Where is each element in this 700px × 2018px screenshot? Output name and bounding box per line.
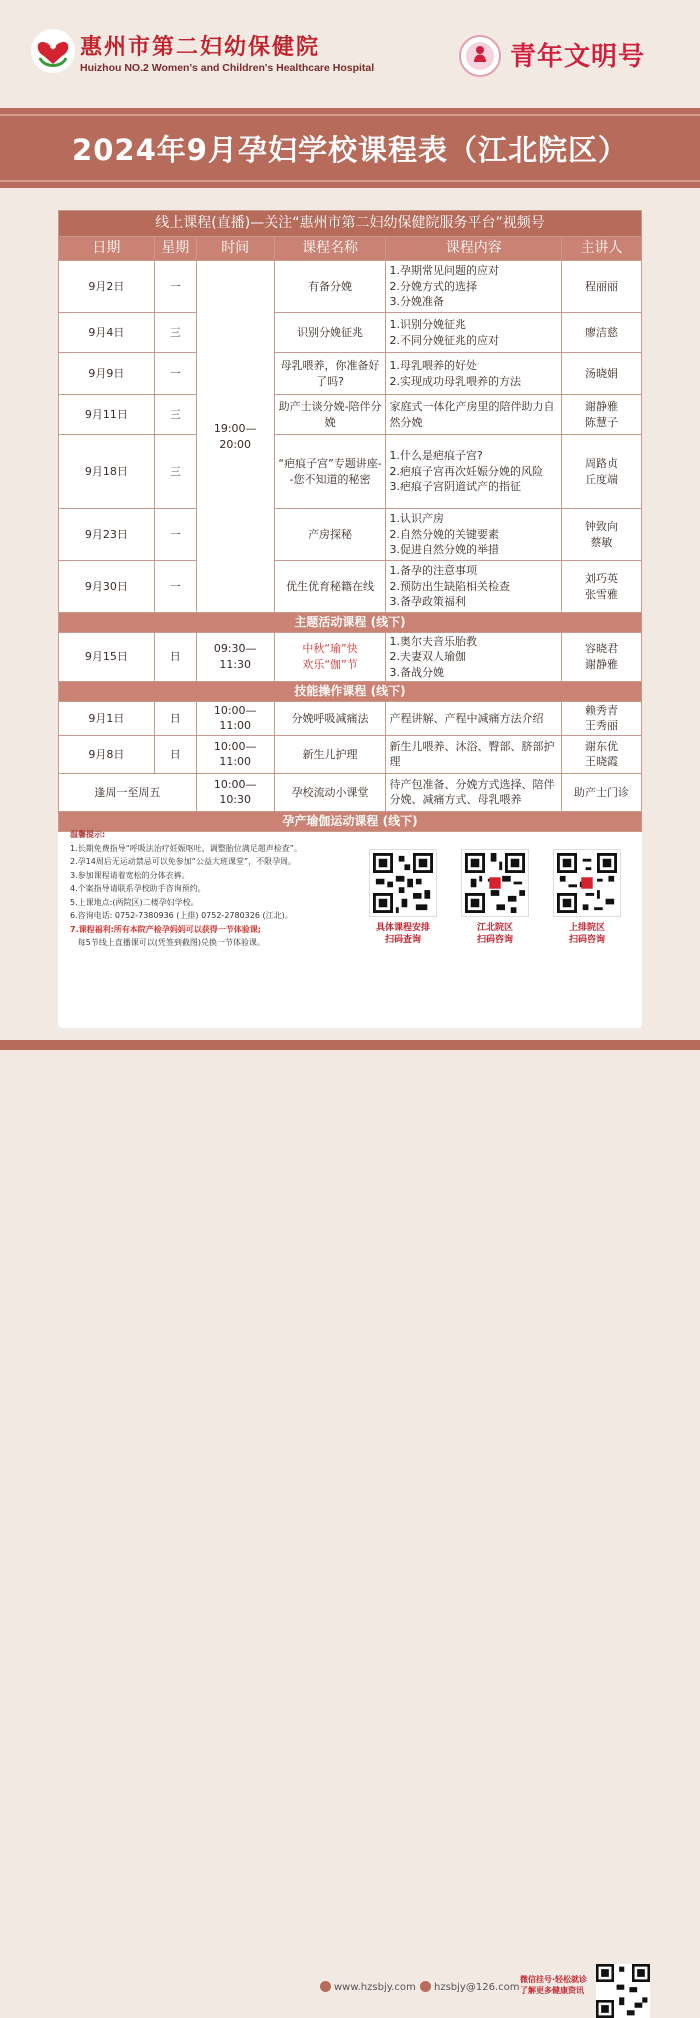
header [0, 0, 700, 95]
cell-date: 9月8日 [59, 735, 155, 773]
globe-icon [320, 1981, 331, 1992]
wechat-note [520, 1974, 587, 1996]
youth-badge-icon [458, 34, 502, 78]
email-link[interactable] [420, 1981, 519, 1993]
table-row [59, 353, 642, 395]
note-item: 5.上课地点:(两院区)二楼孕妇学校。 [70, 897, 199, 907]
note-item: 每5节线上直播课可以(凭签到截图)兑换一节体验课。 [70, 938, 265, 947]
cell-online-time: 19:00—20:00 [196, 261, 274, 613]
cell-name: 孕校流动小课堂 [274, 773, 386, 811]
cell-name: 识别分娩征兆 [274, 313, 386, 353]
cell-content: 家庭式一体化产房里的陪伴助力自然分娩 [386, 395, 562, 435]
cell-name: 母乳喂养，你准备好了吗? [274, 353, 386, 395]
hospital-logo-icon [30, 28, 76, 74]
wechat-line1: 微信挂号·轻松就诊 [520, 1975, 588, 1984]
mail-icon [420, 1981, 431, 1992]
table-row [59, 561, 642, 613]
cell-date: 9月11日 [59, 395, 155, 435]
cell-date: 9月1日 [59, 701, 155, 735]
qr-code-icon[interactable] [554, 850, 620, 916]
cell-weekday: 一 [154, 561, 196, 613]
cell-name: 助产士谈分娩-陪伴分娩 [274, 395, 386, 435]
note-item: 3.参加课程请着宽松的分体衣裤。 [70, 870, 190, 880]
cell-time: 10:00—11:00 [196, 735, 274, 773]
col-weekday: 星期 [154, 237, 196, 261]
cell-content: 新生儿喂养、沐浴、臀部、脐部护理 [386, 735, 562, 773]
cell-content: 产程讲解、产程中减痛方法介绍 [386, 701, 562, 735]
cell-speaker: 汤晓娟 [562, 353, 642, 395]
cell-content: 1.什么是疤痕子宫? 2.疤痕子宫再次妊娠分娩的风险 3.疤痕子宫阴道试产的指征 [386, 435, 562, 509]
cell-speaker: 容晓君 谢静雅 [562, 632, 642, 681]
page-title: 2024年9月孕妇学校课程表（江北院区） [72, 133, 628, 167]
cell-speaker: 刘巧英 张雪雅 [562, 561, 642, 613]
cell-content: 1.备孕的注意事项 2.预防出生缺陷相关检查 3.备孕政策福利 [386, 561, 562, 613]
cell-time: 10:00—10:30 [196, 773, 274, 811]
table-row [59, 261, 642, 313]
cell-time: 09:30—11:30 [196, 632, 274, 681]
notes [70, 828, 400, 950]
qr-label-line2: 扫码咨询 [476, 935, 513, 945]
cell-weekday: 一 [154, 353, 196, 395]
col-date: 日期 [59, 237, 155, 261]
partner-name: 青年文明号 [510, 42, 646, 72]
cell-name: 新生儿护理 [274, 735, 386, 773]
qr-label-line2: 扫码咨询 [568, 935, 605, 945]
qr-label [358, 922, 448, 946]
cell-speaker: 程丽丽 [562, 261, 642, 313]
qr-label-line1: 江北院区 [476, 923, 513, 933]
table-row [59, 509, 642, 561]
cell-weekday: 三 [154, 435, 196, 509]
cell-content: 1.母乳喂养的好处 2.实现成功母乳喂养的方法 [386, 353, 562, 395]
cell-date: 9月15日 [59, 632, 155, 681]
cell-weekday: 日 [154, 632, 196, 681]
skill-section-title: 技能操作课程 (线下) [59, 681, 642, 701]
cell-name: 优生优育秘籍在线 [274, 561, 386, 613]
cell-date: 9月9日 [59, 353, 155, 395]
cell-weekday: 三 [154, 395, 196, 435]
cell-date: 9月2日 [59, 261, 155, 313]
note-item: 7.课程福利:所有本院产检孕妈妈可以获得一节体验课; [70, 924, 262, 934]
cell-date: 9月4日 [59, 313, 155, 353]
yoga-section-title: 孕产瑜伽运动课程 (线下) [59, 811, 642, 831]
wechat-line2: 了解更多健康资讯 [520, 1986, 584, 1995]
table-row [59, 735, 642, 773]
table-row [59, 701, 642, 735]
website-link[interactable] [320, 1981, 416, 1993]
cell-weekday: 日 [154, 735, 196, 773]
qr-label-line2: 扫码查询 [384, 935, 421, 945]
cell-name: 有备分娩 [274, 261, 386, 313]
note-item: 4.个案指导请联系孕校助手咨询预约。 [70, 884, 206, 893]
note-item: 6.咨询电话: 0752-7380936 (上排) 0752-2780326 (江北)。 [70, 911, 293, 920]
qr-label [450, 922, 540, 946]
wechat-qr-icon[interactable] [596, 1964, 650, 2018]
qr-code-icon[interactable] [462, 850, 528, 916]
footer-bar [0, 1040, 700, 1050]
website-text: www.hzsbjy.com [334, 1982, 416, 1993]
qr-label-line1: 具体课程安排 [375, 923, 430, 933]
cell-date: 9月30日 [59, 561, 155, 613]
qr-label-line1: 上排院区 [568, 923, 605, 933]
column-headers [59, 237, 642, 261]
cell-date: 逢周一至周五 [59, 773, 197, 811]
cell-speaker: 廖洁慈 [562, 313, 642, 353]
qr-label [542, 922, 632, 946]
schedule-table [58, 210, 642, 832]
table-row [59, 773, 642, 811]
cell-name: “疤痕子宫”专题讲座--您不知道的秘密 [274, 435, 386, 509]
table-row [59, 313, 642, 353]
col-name: 课程名称 [274, 237, 386, 261]
cell-speaker: 周路贞 丘度端 [562, 435, 642, 509]
cell-weekday: 三 [154, 313, 196, 353]
cell-name: 产房探秘 [274, 509, 386, 561]
online-banner: 线上课程(直播)—关注“惠州市第二妇幼保健院服务平台”视频号 [59, 211, 642, 237]
email-text: hzsbjy@126.com [434, 1982, 520, 1993]
cell-speaker: 谢东优 王晓霞 [562, 735, 642, 773]
cell-speaker: 助产士门诊 [562, 773, 642, 811]
col-content: 课程内容 [386, 237, 562, 261]
qr-code-icon[interactable] [370, 850, 436, 916]
cell-content: 1.孕期常见问题的应对 2.分娩方式的选择 3.分娩准备 [386, 261, 562, 313]
note-item: 2.孕14周后无运动禁忌可以免参加“公益大班课堂”，不限孕周。 [70, 857, 297, 866]
cell-speaker: 谢静雅 陈慧子 [562, 395, 642, 435]
cell-speaker: 赖秀青 王秀丽 [562, 701, 642, 735]
hospital-name: 惠州市第二妇幼保健院 [80, 34, 321, 60]
cell-date: 9月23日 [59, 509, 155, 561]
table-row [59, 632, 642, 681]
cell-name: 中秋“瑜”快 欢乐“伽”节 [274, 632, 386, 681]
notes-heading: 温馨提示: [70, 830, 106, 839]
hospital-name-en: Huizhou NO.2 Women's and Children's Healthcare Hospital [80, 62, 375, 74]
cell-time: 10:00—11:00 [196, 701, 274, 735]
cell-content: 待产包准备、分娩方式选择、陪伴分娩、减痛方式、母乳喂养 [386, 773, 562, 811]
cell-speaker: 钟致向 蔡敏 [562, 509, 642, 561]
note-item: 1.长期免费指导“呼吸法治疗妊娠呕吐、调整胎位满足超声检查”。 [70, 843, 302, 853]
cell-content: 1.识别分娩征兆 2.不同分娩征兆的应对 [386, 313, 562, 353]
schedule-card [58, 210, 642, 1028]
theme-section-title: 主题活动课程 (线下) [59, 613, 642, 633]
cell-weekday: 一 [154, 261, 196, 313]
cell-content: 1.奥尔夫音乐胎教 2.夫妻双人瑜伽 3.备战分娩 [386, 632, 562, 681]
col-time: 时间 [196, 237, 274, 261]
cell-weekday: 一 [154, 509, 196, 561]
cell-date: 9月18日 [59, 435, 155, 509]
cell-name: 分娩呼吸减痛法 [274, 701, 386, 735]
table-row [59, 435, 642, 509]
cell-content: 1.认识产房 2.自然分娩的关键要素 3.促进自然分娩的举措 [386, 509, 562, 561]
cell-weekday: 日 [154, 701, 196, 735]
table-row [59, 395, 642, 435]
col-speaker: 主讲人 [562, 237, 642, 261]
